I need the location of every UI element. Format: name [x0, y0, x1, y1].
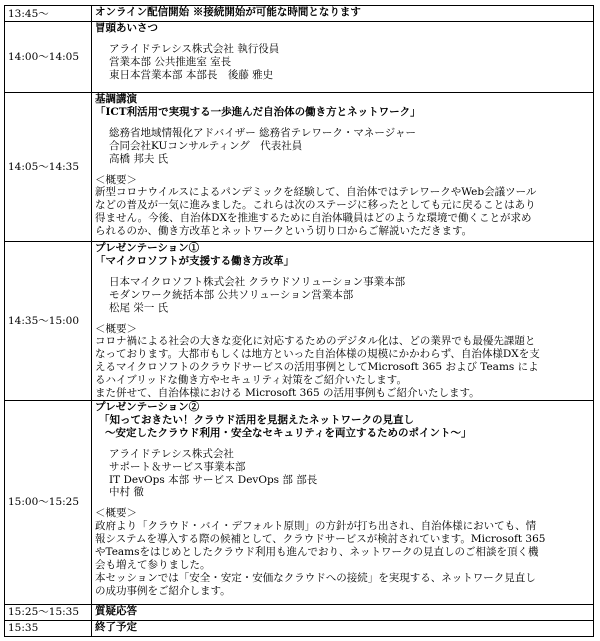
overview-label: ＜概要＞ — [95, 173, 137, 186]
content-cell — [92, 22, 594, 93]
overview-line: 新型コロナウイルスによるパンデミックを経験して、自治体ではテレワークやWeb会議ツール — [95, 186, 537, 199]
overview-line: えるマイクロソフトのクラウドサービスの活用事例としてMicrosoft 365 および Teams によ — [95, 361, 539, 374]
overview-label: ＜概要＞ — [95, 322, 137, 335]
item-title: 冒頭あいさつ — [95, 22, 158, 34]
time-cell: 15:25～15:35 — [5, 604, 92, 620]
agenda-table — [4, 5, 594, 637]
speaker-line: 営業本部 公共推進室 室長 — [109, 55, 232, 68]
speaker-line: 松尾 栄一 氏 — [109, 301, 169, 314]
overview-line: 得ません。今後、自治体DXを推進するために自治体職員はどのような環境で働くことが求め — [95, 212, 532, 225]
speaker-line: 高橋 邦夫 氏 — [109, 152, 169, 165]
speaker-line: アライドテレシス株式会社 — [109, 447, 234, 460]
item-subtitle: ～安定したクラウド利用・安全なセキュリティを両立するためのポイント～」 — [105, 426, 472, 439]
overview-line: られるのか、働き方改革とネットワークという切り口からご解説いただきます。 — [95, 225, 473, 238]
speaker-line: モダンワーク統括本部 公共ソリューション営業本部 — [109, 288, 354, 301]
time-cell: 14:35～15:00 — [5, 242, 92, 401]
speaker-line: サポート＆サービス事業本部 — [109, 460, 246, 473]
content-cell — [92, 6, 594, 22]
overview-line: るハイブリッドな働き方やセキュリティ対策をご紹介いたします。 — [95, 374, 407, 387]
item-title: オンライン配信開始 ※接続開始が可能な時間となります — [95, 6, 361, 18]
overview-line: 会も増えて参りました。 — [95, 558, 211, 571]
content-cell — [92, 93, 594, 242]
item-title: 質疑応答 — [95, 604, 137, 617]
item-subtitle: 「マイクロソフトが支援する働き方改革」 — [95, 254, 295, 267]
agenda-row-presentation-1 — [5, 242, 594, 401]
overview-line: の成功事例をご紹介します。 — [95, 584, 231, 597]
agenda-row-qa — [5, 604, 594, 620]
speaker-line: 合同会社KUコンサルティング 代表社員 — [109, 139, 303, 152]
overview-line: また併せて、自治体様における Microsoft 365 の活用事例もご紹介いたします。 — [95, 387, 480, 400]
item-title: プレゼンテーション② — [95, 400, 200, 413]
time-cell: 13:45～ — [5, 6, 92, 22]
content-cell — [92, 400, 594, 604]
agenda-row-greeting — [5, 22, 594, 93]
speaker-line: 総務省地域情報化アドバイザー 総務省テレワーク・マネージャー — [109, 126, 416, 139]
time-cell: 15:35 — [5, 620, 92, 636]
content-cell — [92, 242, 594, 401]
speaker-line: アライドテレシス株式会社 執行役員 — [109, 42, 280, 55]
agenda-row-keynote — [5, 93, 594, 242]
overview-line: なっております。大都市もしくは地方といった自治体様の規模にかかわらず、自治体様DXを支 — [95, 348, 540, 361]
agenda-row-opening — [5, 6, 594, 22]
item-title: 基調講演 — [95, 93, 137, 105]
item-subtitle: 「知っておきたい！クラウド活用を見据えたネットワークの見直し — [99, 413, 414, 426]
agenda-row-presentation-2 — [5, 400, 594, 604]
speaker-line: 中村 徹 — [109, 486, 144, 499]
time-cell: 15:00～15:25 — [5, 400, 92, 604]
overview-line: 政府より「クラウド・バイ・デフォルト原則」の方針が打ち出され、自治体様においても、情 — [95, 520, 537, 533]
time-cell: 14:05～14:35 — [5, 93, 92, 242]
speaker-line: IT DevOps 本部 サービス DevOps 部 部長 — [109, 473, 318, 486]
time-cell: 14:00～14:05 — [5, 22, 92, 93]
item-title: 終了予定 — [95, 620, 137, 633]
overview-line: やTeamsをはじめとしたクラウド利用も進んでおり、ネットワークの見直しのご相談を頂く機 — [95, 546, 539, 559]
overview-line: などの普及が一気に進みました。これらは次のステージに移ったとしても元に戻ることはあり — [95, 199, 536, 212]
item-title: プレゼンテーション① — [95, 242, 200, 254]
overview-label: ＜概要＞ — [95, 507, 137, 520]
speaker-line: 日本マイクロソフト株式会社 クラウドソリューション事業本部 — [109, 275, 406, 288]
agenda-row-end — [5, 620, 594, 636]
item-subtitle: 「ICT利活用で実現する一歩進んだ自治体の働き方とネットワーク」 — [95, 105, 421, 118]
overview-line: 報システムを導入する際の候補として、クラウドサービスが検討されています。Microsoft 365 — [95, 533, 546, 546]
content-cell — [92, 620, 594, 636]
overview-line: コロナ禍による社会の大きな変化に対応するためのデジタル化は、どの業界でも最優先課題と — [95, 335, 536, 348]
overview-line: 本セッションでは「安全・安定・安価なクラウドへの接続」を実現する、ネットワーク見直し — [95, 571, 536, 584]
content-cell — [92, 604, 594, 620]
speaker-line: 東日本営業本部 本部長 後藤 雅史 — [109, 68, 274, 81]
